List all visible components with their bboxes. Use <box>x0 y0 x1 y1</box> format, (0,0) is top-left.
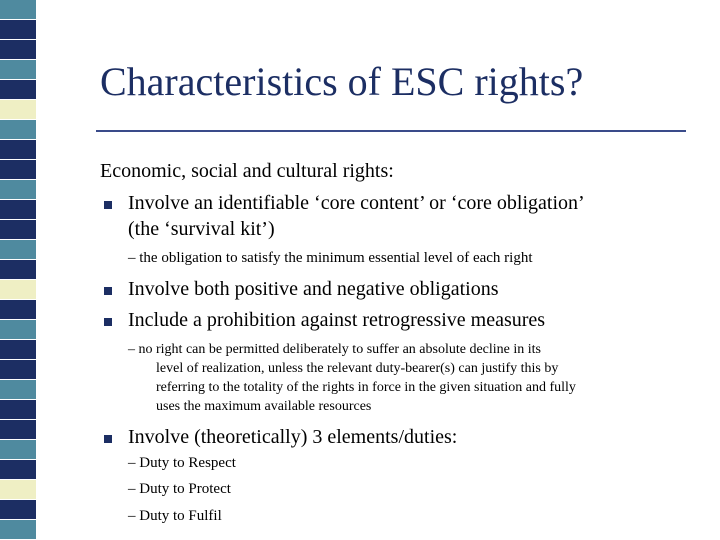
stripe-block <box>0 160 36 180</box>
title-divider <box>96 130 686 132</box>
bullet-three-elements: Involve (theoretically) 3 elements/duties: <box>128 426 458 448</box>
stripe-block <box>0 20 36 40</box>
intro-text: Economic, social and cultural rights: <box>100 160 394 182</box>
stripe-block <box>0 220 36 240</box>
bullet-icon <box>104 287 112 295</box>
stripe-block <box>0 500 36 520</box>
stripe-block <box>0 120 36 140</box>
bullet-core-content-line1: Involve an identifiable ‘core content’ or ‘core obligation’ <box>128 192 585 214</box>
duty-protect: – Duty to Protect <box>128 481 231 497</box>
bullet-icon <box>104 435 112 443</box>
bullet-icon <box>104 318 112 326</box>
stripe-block <box>0 380 36 400</box>
stripe-block <box>0 480 36 500</box>
stripe-block <box>0 440 36 460</box>
stripe-block <box>0 240 36 260</box>
stripe-block <box>0 260 36 280</box>
bullet-core-content-line2: (the ‘survival kit’) <box>128 218 275 240</box>
stripe-block <box>0 280 36 300</box>
duty-respect: – Duty to Respect <box>128 455 236 471</box>
bullet-positive-negative: Involve both positive and negative obligations <box>128 278 499 300</box>
decorative-stripe <box>0 0 36 540</box>
bullet-retrogressive: Include a prohibition against retrogressive measures <box>128 309 546 331</box>
stripe-block <box>0 60 36 80</box>
stripe-block <box>0 420 36 440</box>
stripe-block <box>0 200 36 220</box>
sub-point-decline-line4: uses the maximum available resources <box>156 399 372 414</box>
sub-point-decline-line3: referring to the totality of the rights in force in the given situation and fully <box>156 380 576 395</box>
stripe-block <box>0 100 36 120</box>
sub-point-decline-line2: level of realization, unless the relevant duty-bearer(s) can justify this by <box>156 361 559 376</box>
stripe-block <box>0 360 36 380</box>
stripe-block <box>0 40 36 60</box>
stripe-block <box>0 520 36 540</box>
sub-point-decline-line1: – no right can be permitted deliberately to suffer an absolute decline in its <box>128 342 541 357</box>
slide-title: Characteristics of ESC rights? <box>100 59 584 104</box>
stripe-block <box>0 80 36 100</box>
stripe-block <box>0 340 36 360</box>
stripe-block <box>0 320 36 340</box>
bullet-icon <box>104 201 112 209</box>
stripe-block <box>0 400 36 420</box>
sub-point-minimum-level: – the obligation to satisfy the minimum essential level of each right <box>128 250 533 266</box>
stripe-block <box>0 300 36 320</box>
stripe-block <box>0 180 36 200</box>
duty-fulfil: – Duty to Fulfil <box>128 508 222 524</box>
stripe-block <box>0 0 36 20</box>
stripe-block <box>0 140 36 160</box>
stripe-block <box>0 460 36 480</box>
